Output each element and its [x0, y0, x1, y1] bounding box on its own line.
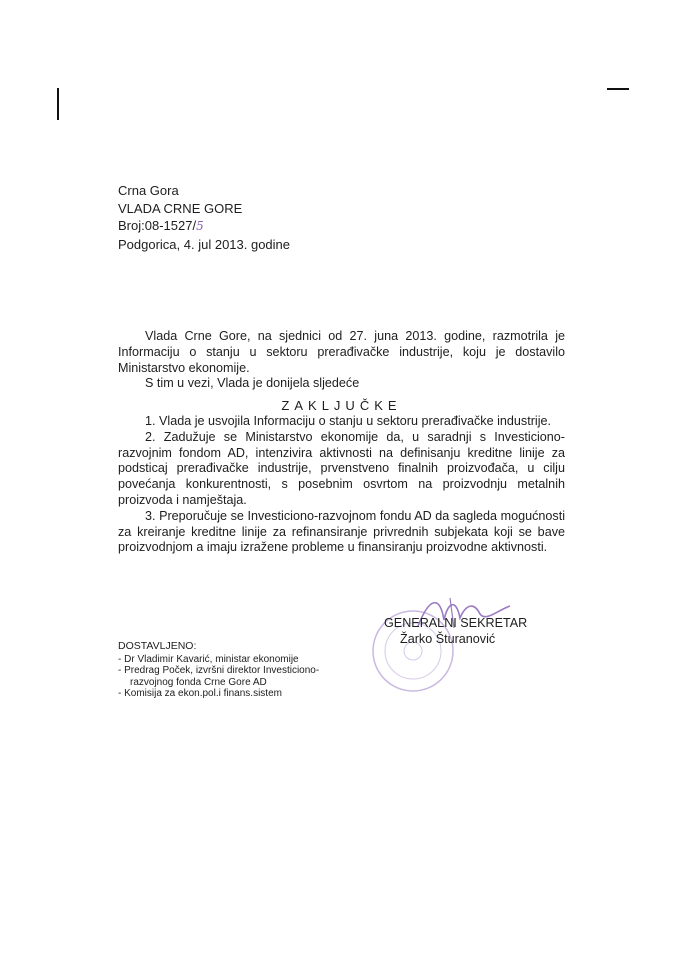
- distribution-item: - Dr Vladimir Kavarić, ministar ekonomije: [118, 653, 299, 665]
- distribution-list: [118, 641, 319, 700]
- distribution-label: DOSTAVLJENO:: [118, 640, 197, 652]
- distribution-item: - Predrag Poček, izvršni direktor Investiciono-: [118, 665, 320, 677]
- document-header: [118, 182, 290, 253]
- conclusions-heading: ZAKLJUČKE: [281, 398, 402, 414]
- government-name: VLADA CRNE GORE: [118, 200, 243, 216]
- conclusion-item: 2. Zadužuje se Ministarstvo ekonomije da, u saradnji s Investiciono-razvojnim fondom AD, intenzivira aktivnosti na definisanju kreditne linije za podsticaj prerađivačke industrije, prvenstveno finalnih proizvođača, u cilju povećanja konkurentnosti, s posebnim osvrtom na proizvodnju metalnih proizvoda i namještaja.: [118, 429, 565, 507]
- intro-paragraph: Vlada Crne Gore, na sjednici od 27. juna 2013. godine, razmotrila je Informaciju o stanju u sektoru prerađivačke industrije, koju je dostavilo Ministarstvo ekonomije.: [118, 329, 565, 375]
- signatory-title: GENERALNI SEKRETAR: [384, 616, 528, 630]
- reference-number: Broj:08-1527/5: [118, 218, 204, 233]
- document-body: [118, 329, 565, 556]
- distribution-item: - Komisija za ekon.pol.i finans.sistem: [118, 688, 282, 700]
- transition-paragraph: S tim u vezi, Vlada je donijela sljedeće: [145, 376, 360, 391]
- conclusion-item: 3. Preporučuje se Investiciono-razvojnom fondu AD da sagleda mogućnosti za kreiranje kreditne linije za refinansiranje privrednih subjekata koji se bave proizvodnjom a imaju izražene probleme u finansiranju proizvodne aktivnosti.: [118, 508, 565, 555]
- signatory-name: Žarko Šturanović: [400, 632, 496, 646]
- conclusion-item: 1. Vlada je usvojila Informaciju o stanju u sektoru prerađivačke industrije.: [145, 413, 552, 428]
- handwritten-number: 5: [196, 219, 204, 233]
- scan-edge-mark: [57, 88, 59, 120]
- distribution-item-continuation: razvojnog fonda Crne Gore AD: [130, 676, 267, 688]
- signature-block: [384, 615, 527, 647]
- place-date: Podgorica, 4. jul 2013. godine: [118, 236, 291, 252]
- country-name: Crna Gora: [118, 183, 179, 198]
- scan-edge-mark: [607, 88, 629, 90]
